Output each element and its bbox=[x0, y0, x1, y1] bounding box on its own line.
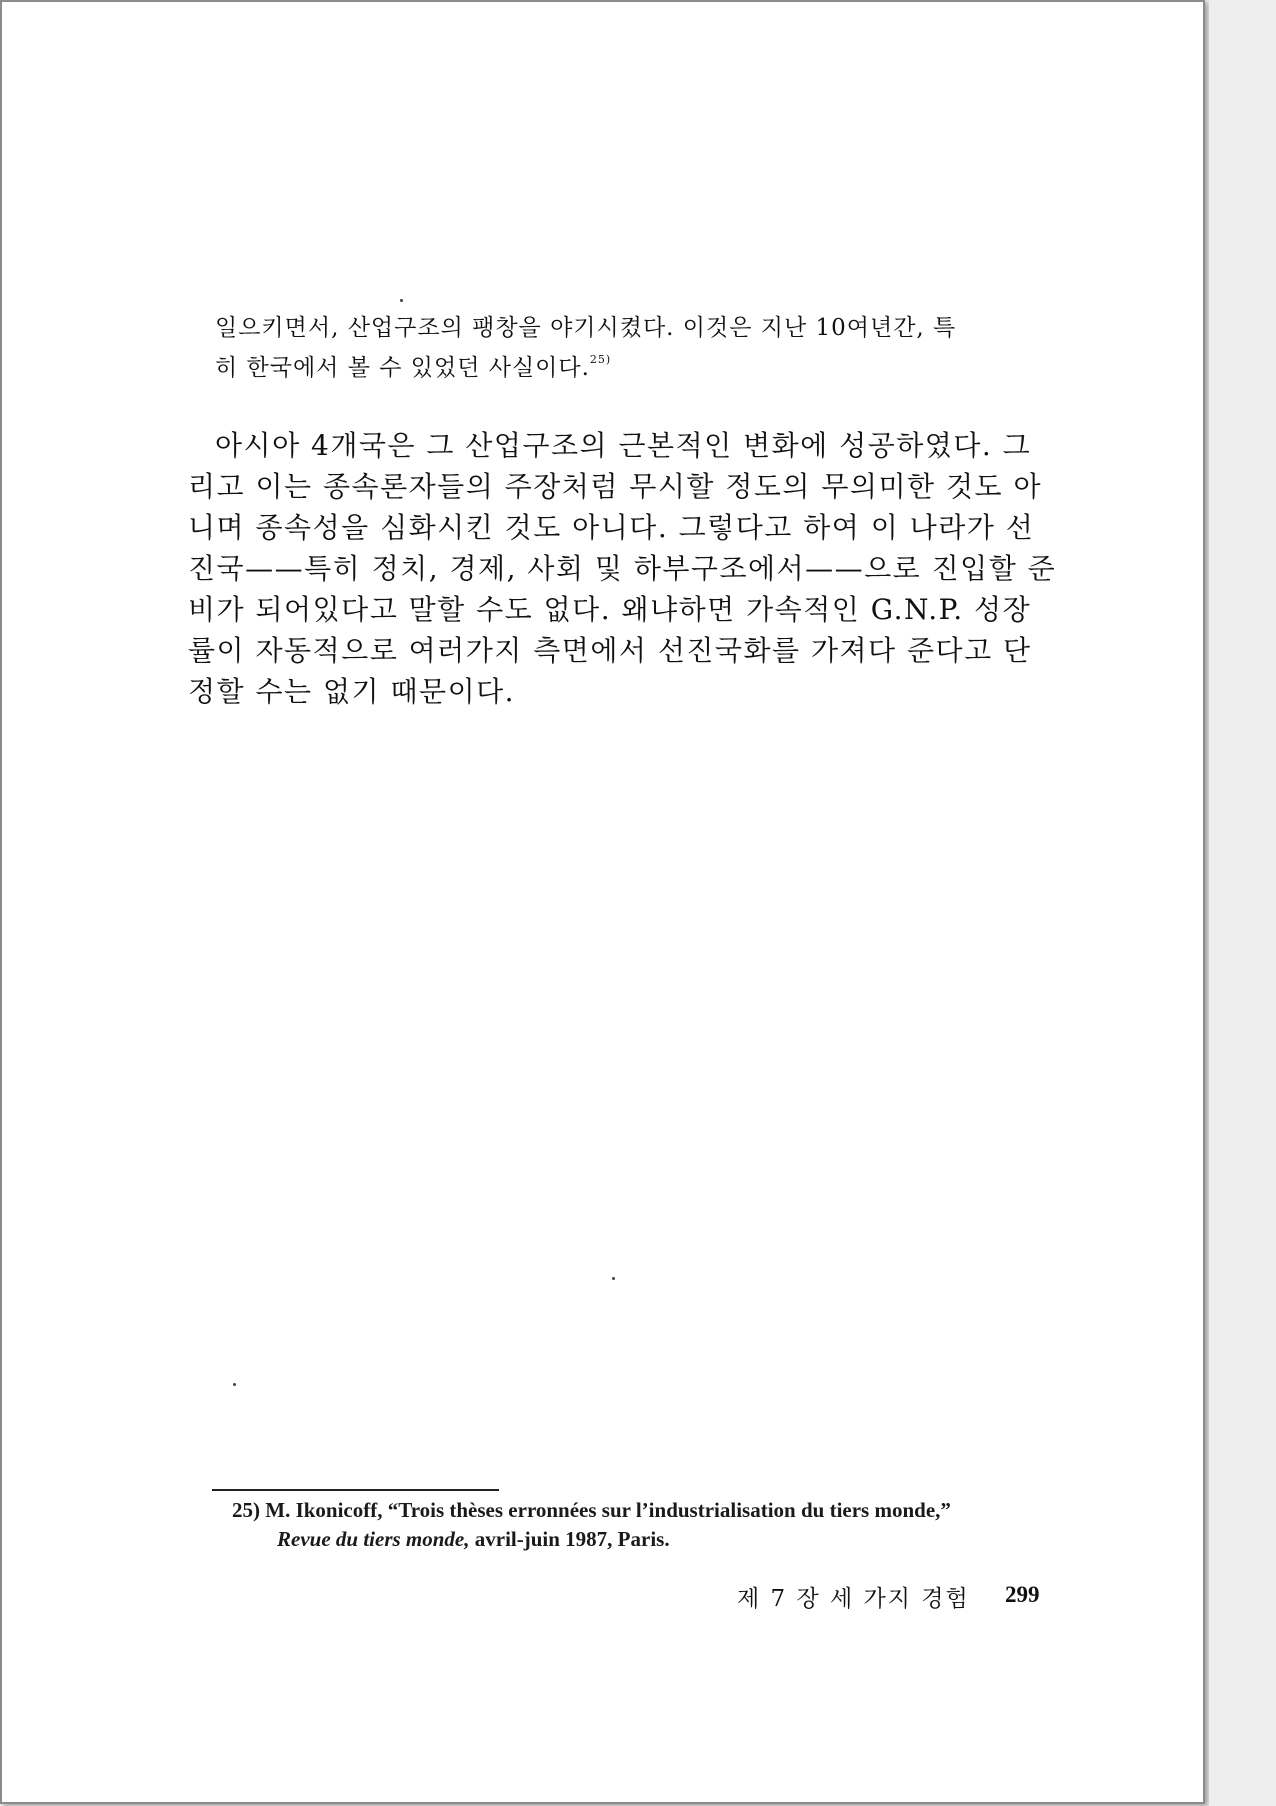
footnote-citation: M. Ikonicoff, “Trois thèses erronnées sur l’industrialisation du tiers monde,” bbox=[265, 1498, 951, 1522]
footnote-line-1 bbox=[232, 1498, 951, 1523]
body-line-3: 니며 종속성을 심화시킨 것도 아니다. 그렇다고 하여 이 나라가 선 bbox=[188, 511, 1035, 544]
viewer-background bbox=[1209, 0, 1276, 1806]
footnote-journal: Revue du tiers monde, bbox=[277, 1527, 470, 1551]
body-line-5: 비가 되어있다고 말할 수도 없다. 왜냐하면 가속적인 G.N.P. 성장 bbox=[188, 593, 1032, 626]
intro-line-2 bbox=[215, 349, 611, 382]
footnote-reference: 25) bbox=[589, 353, 612, 366]
footnote-line-2 bbox=[277, 1527, 670, 1552]
page-number: 299 bbox=[1005, 1582, 1040, 1607]
body-line-1: 아시아 4개국은 그 산업구조의 근본적인 변화에 성공하였다. 그 bbox=[215, 429, 1032, 462]
intro-line-2-text: 히 한국에서 볼 수 있었던 사실이다. bbox=[215, 355, 590, 381]
intro-line-1: 일으키면서, 산업구조의 팽창을 야기시켰다. 이것은 지난 10여년간, 특 bbox=[215, 315, 957, 341]
scan-speck bbox=[233, 1383, 236, 1386]
body-line-7: 정할 수는 없기 때문이다. bbox=[188, 675, 516, 708]
body-line-2: 리고 이는 종속론자들의 주장처럼 무시할 정도의 무의미한 것도 아 bbox=[188, 470, 1043, 503]
footnote-number: 25) bbox=[232, 1498, 260, 1522]
body-line-6: 률이 자동적으로 여러가지 측면에서 선진국화를 가져다 준다고 단 bbox=[188, 634, 1032, 667]
body-line-4: 진국——특히 정치, 경제, 사회 및 하부구조에서——으로 진입할 준 bbox=[188, 552, 1057, 585]
scan-speck bbox=[612, 1277, 615, 1280]
running-footer-chapter: 제 7 장 세 가지 경험 bbox=[737, 1586, 970, 1612]
scan-speck bbox=[400, 299, 403, 302]
footnote-separator bbox=[212, 1489, 499, 1491]
footnote-rest: avril-juin 1987, Paris. bbox=[474, 1527, 670, 1551]
